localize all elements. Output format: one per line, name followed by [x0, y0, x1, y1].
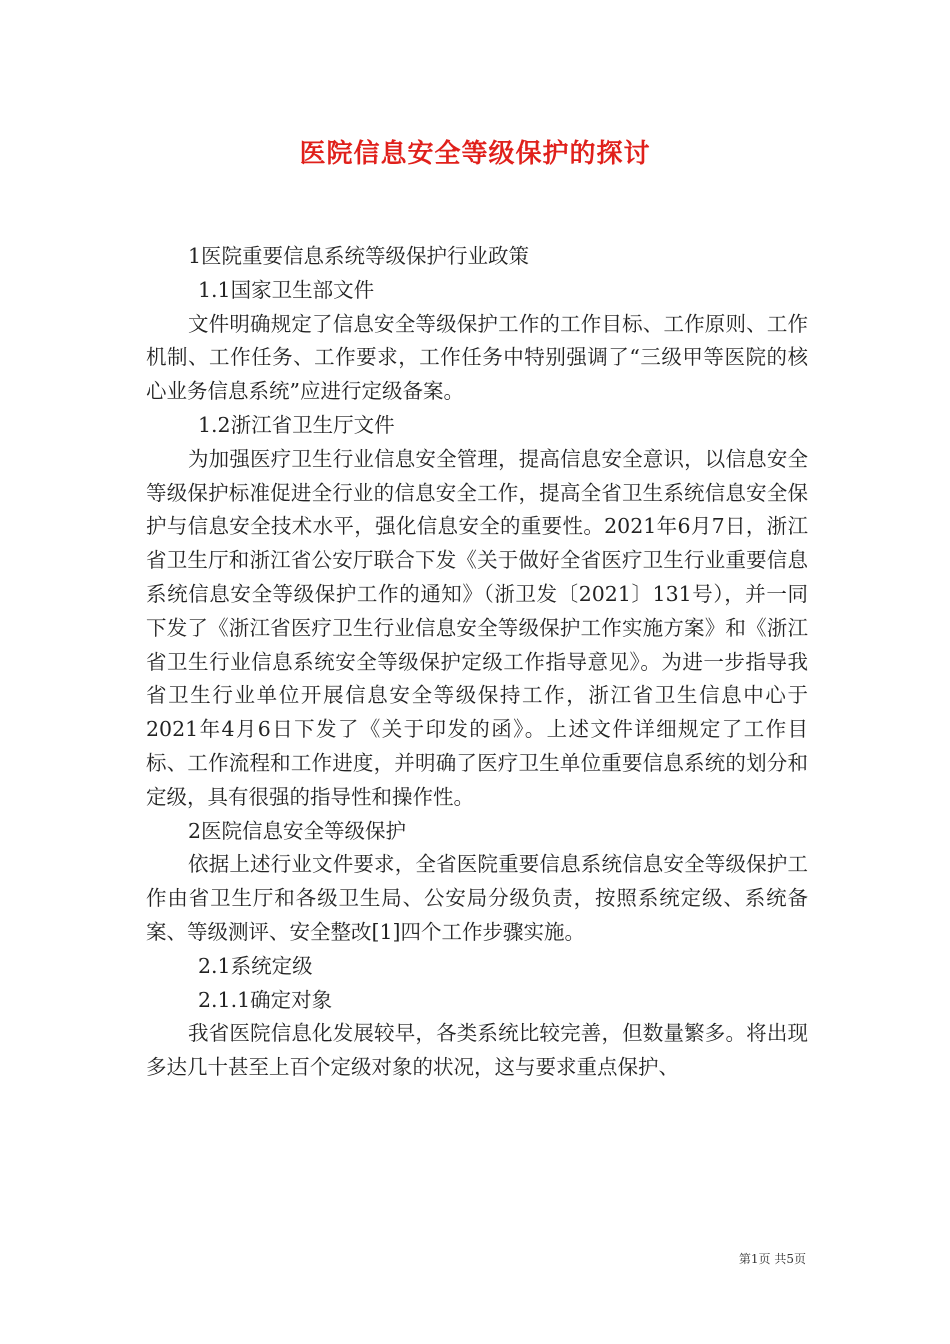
- subsection-heading: 1.2浙江省卫生厅文件: [198, 412, 395, 437]
- paragraph: 文件明确规定了信息安全等级保护工作的工作目标、工作原则、工作机制、工作任务、工作要求，工作任务中特别强调了“三级甲等医院的核心业务信息系统”应进行定级备案。: [146, 311, 808, 404]
- paragraph: 依据上述行业文件要求，全省医院重要信息系统信息安全等级保护工作由省卫生厅和各级卫生局、公安局分级负责，按照系统定级、系统备案、等级测评、安全整改[1]四个工作步骤实施。: [146, 852, 808, 944]
- subsection-heading: 2.1.1确定对象: [198, 987, 333, 1012]
- subsection-heading: 2.1系统定级: [198, 953, 313, 978]
- document-body: [146, 240, 808, 1085]
- section-heading: 1医院重要信息系统等级保护行业政策: [188, 244, 530, 268]
- paragraph: 为加强医疗卫生行业信息安全管理，提高信息安全意识，以信息安全等级保护标准促进全行业的信息安全工作，提高全省卫生系统信息安全保护与信息安全技术水平，强化信息安全的重要性。2021年6月7日，浙江省卫生厅和浙江省公安厅联合下发《关于做好全省医疗卫生行业重要信息系统信息安全等级保护工作的通知》（浙卫发〔2021〕131号），并一同下发了《浙江省医疗卫生行业信息安全等级保护工作实施方案》和《浙江省卫生行业信息系统安全等级保护定级工作指导意见》。为进一步指导我省卫生行业单位开展信息安全等级保持工作，浙江省卫生信息中心于2021年4月6日下发了《关于印发的函》。上述文件详细规定了工作目标、工作流程和工作进度，并明确了医疗卫生单位重要信息系统的划分和定级，具有很强的指导性和操作性。: [146, 446, 808, 809]
- page-number: 第1页 共5页: [738, 1252, 806, 1266]
- paragraph: 我省医院信息化发展较早，各类系统比较完善，但数量繁多。将出现多达几十甚至上百个定级对象的状况，这与要求重点保护、: [146, 1021, 808, 1080]
- section-heading: 2医院信息安全等级保护: [188, 818, 407, 843]
- subsection-heading: 1.1国家卫生部文件: [198, 277, 375, 302]
- document-title: 医院信息安全等级保护的探讨: [299, 139, 651, 169]
